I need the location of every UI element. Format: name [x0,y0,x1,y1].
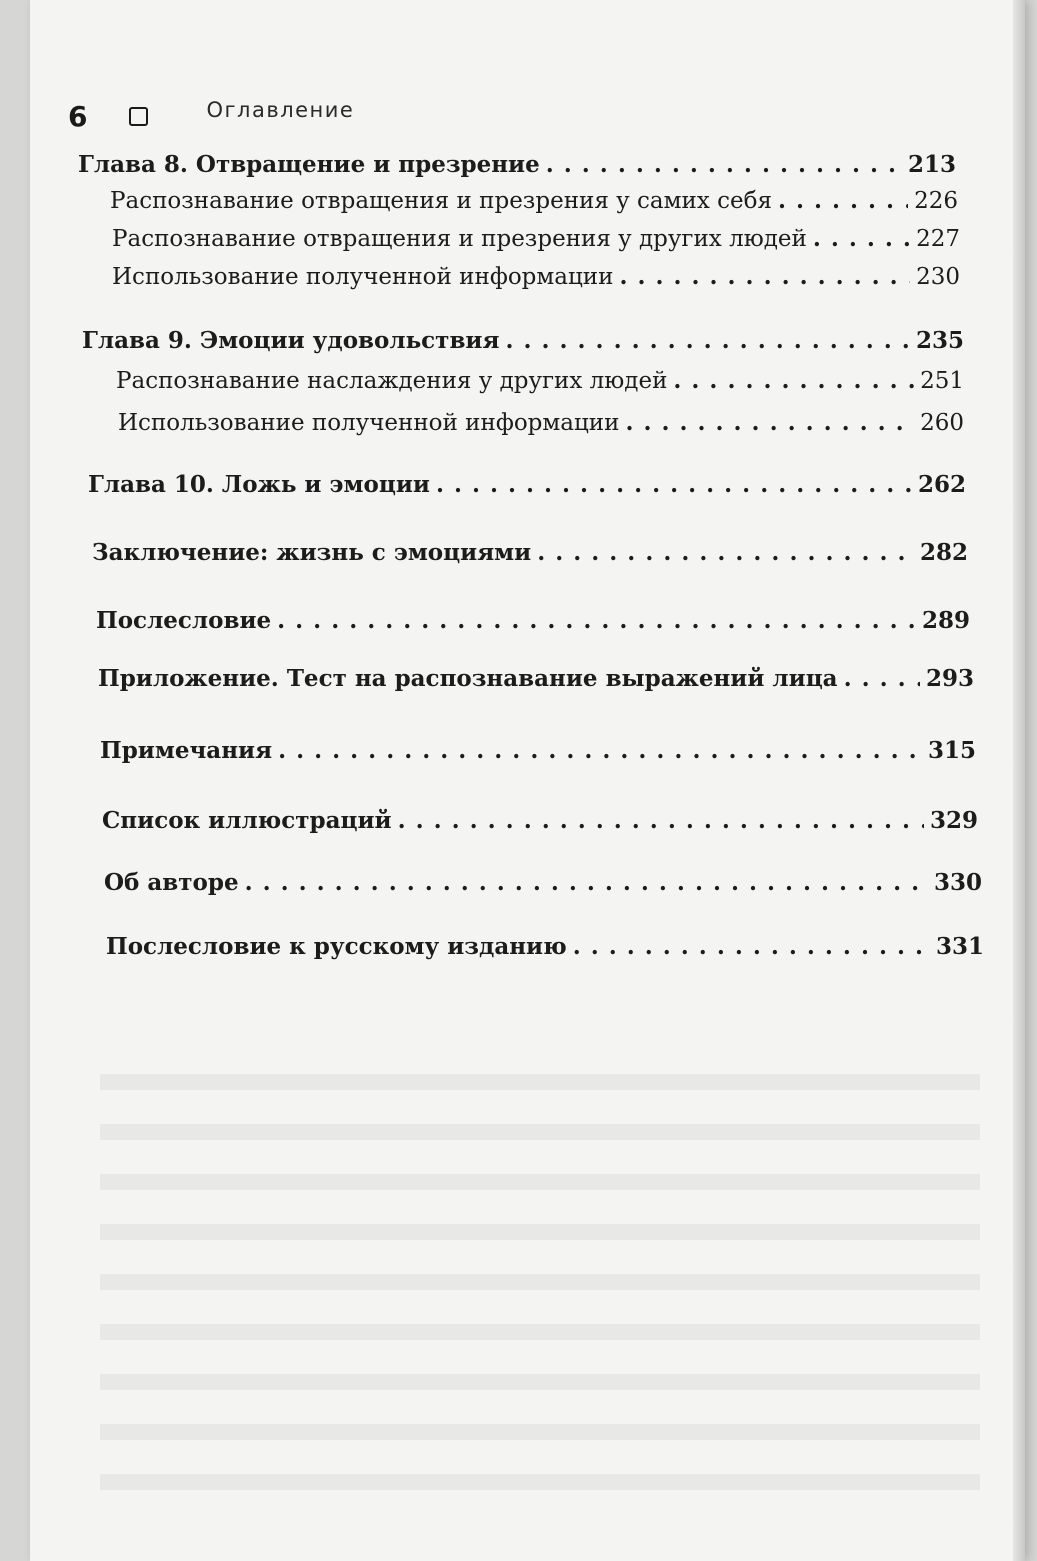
toc-entry-label: Использование полученной информации [112,264,614,290]
toc-entry-page: 282 [919,539,968,566]
toc-entry-label: Послесловие к русскому изданию [106,933,567,960]
page-number: 6 [68,99,88,133]
toc-entry [100,736,976,766]
toc-entry-page: 331 [935,933,984,960]
toc-entry [106,932,984,962]
toc-entry-page: 230 [916,264,960,290]
toc-entry [78,150,956,180]
show-through-texture [100,1040,980,1510]
toc-entry-page: 330 [933,869,982,896]
header-title: Оглавление [206,98,355,122]
toc-entry [118,408,964,438]
dot-leader [573,932,930,962]
dot-leader [778,186,908,216]
toc-entry-label: Использование полученной информации [118,410,620,436]
toc-entry-label: Приложение. Тест на распознавание выражений лица [98,665,838,692]
dot-leader [505,326,910,356]
toc-entry [102,806,978,836]
toc-entry-page: 329 [929,807,978,834]
toc-entry-label: Глава 9. Эмоции удовольствия [82,327,500,354]
toc-entry [116,366,964,396]
toc-entry-label: Глава 8. Отвращение и презрение [78,151,540,178]
square-icon [129,107,148,126]
toc-entry-page: 251 [920,368,964,394]
dot-leader [625,408,914,438]
dot-leader [277,606,916,636]
toc-entry-page: 235 [915,327,964,354]
toc-entry-page: 262 [917,471,966,498]
toc-entry [96,606,970,636]
toc-entry-page: 227 [916,226,960,252]
running-header [68,96,354,136]
toc-entry-page: 293 [925,665,974,692]
toc-entry-label: Послесловие [96,607,272,634]
toc-entry [112,262,960,292]
toc-entry-label: Об авторе [104,869,239,896]
toc-entry [88,470,966,500]
dot-leader [398,806,924,836]
dot-leader [537,538,914,568]
dot-leader [619,262,910,292]
dot-leader [813,224,910,254]
toc-entry [110,186,958,216]
toc-entry-label: Распознавание отвращения и презрения у других людей [112,226,807,252]
toc-entry-page: 289 [921,607,970,634]
dot-leader [245,868,928,898]
toc-entry-label: Распознавание отвращения и презрения у самих себя [110,188,772,214]
toc-entry [82,326,964,356]
dot-leader [673,366,914,396]
toc-entry-label: Заключение: жизнь с эмоциями [92,539,532,566]
toc-entry-label: Глава 10. Ложь и эмоции [88,471,430,498]
toc-entry-page: 315 [927,737,976,764]
dot-leader [278,736,922,766]
dot-leader [546,150,902,180]
toc-entry [98,664,974,694]
toc-entry [104,868,982,898]
book-page [30,0,1025,1561]
page-edge-shadow [1013,0,1025,1561]
toc-entry [92,538,968,568]
toc-entry-label: Список иллюстраций [102,807,392,834]
toc-entry-label: Распознавание наслаждения у других людей [116,368,668,394]
toc-entry [112,224,960,254]
dot-leader [436,470,912,500]
toc-entry-label: Примечания [100,737,273,764]
toc-entry-page: 226 [914,188,958,214]
dot-leader [844,664,920,694]
toc-entry-page: 213 [907,151,956,178]
toc-entry-page: 260 [920,410,964,436]
